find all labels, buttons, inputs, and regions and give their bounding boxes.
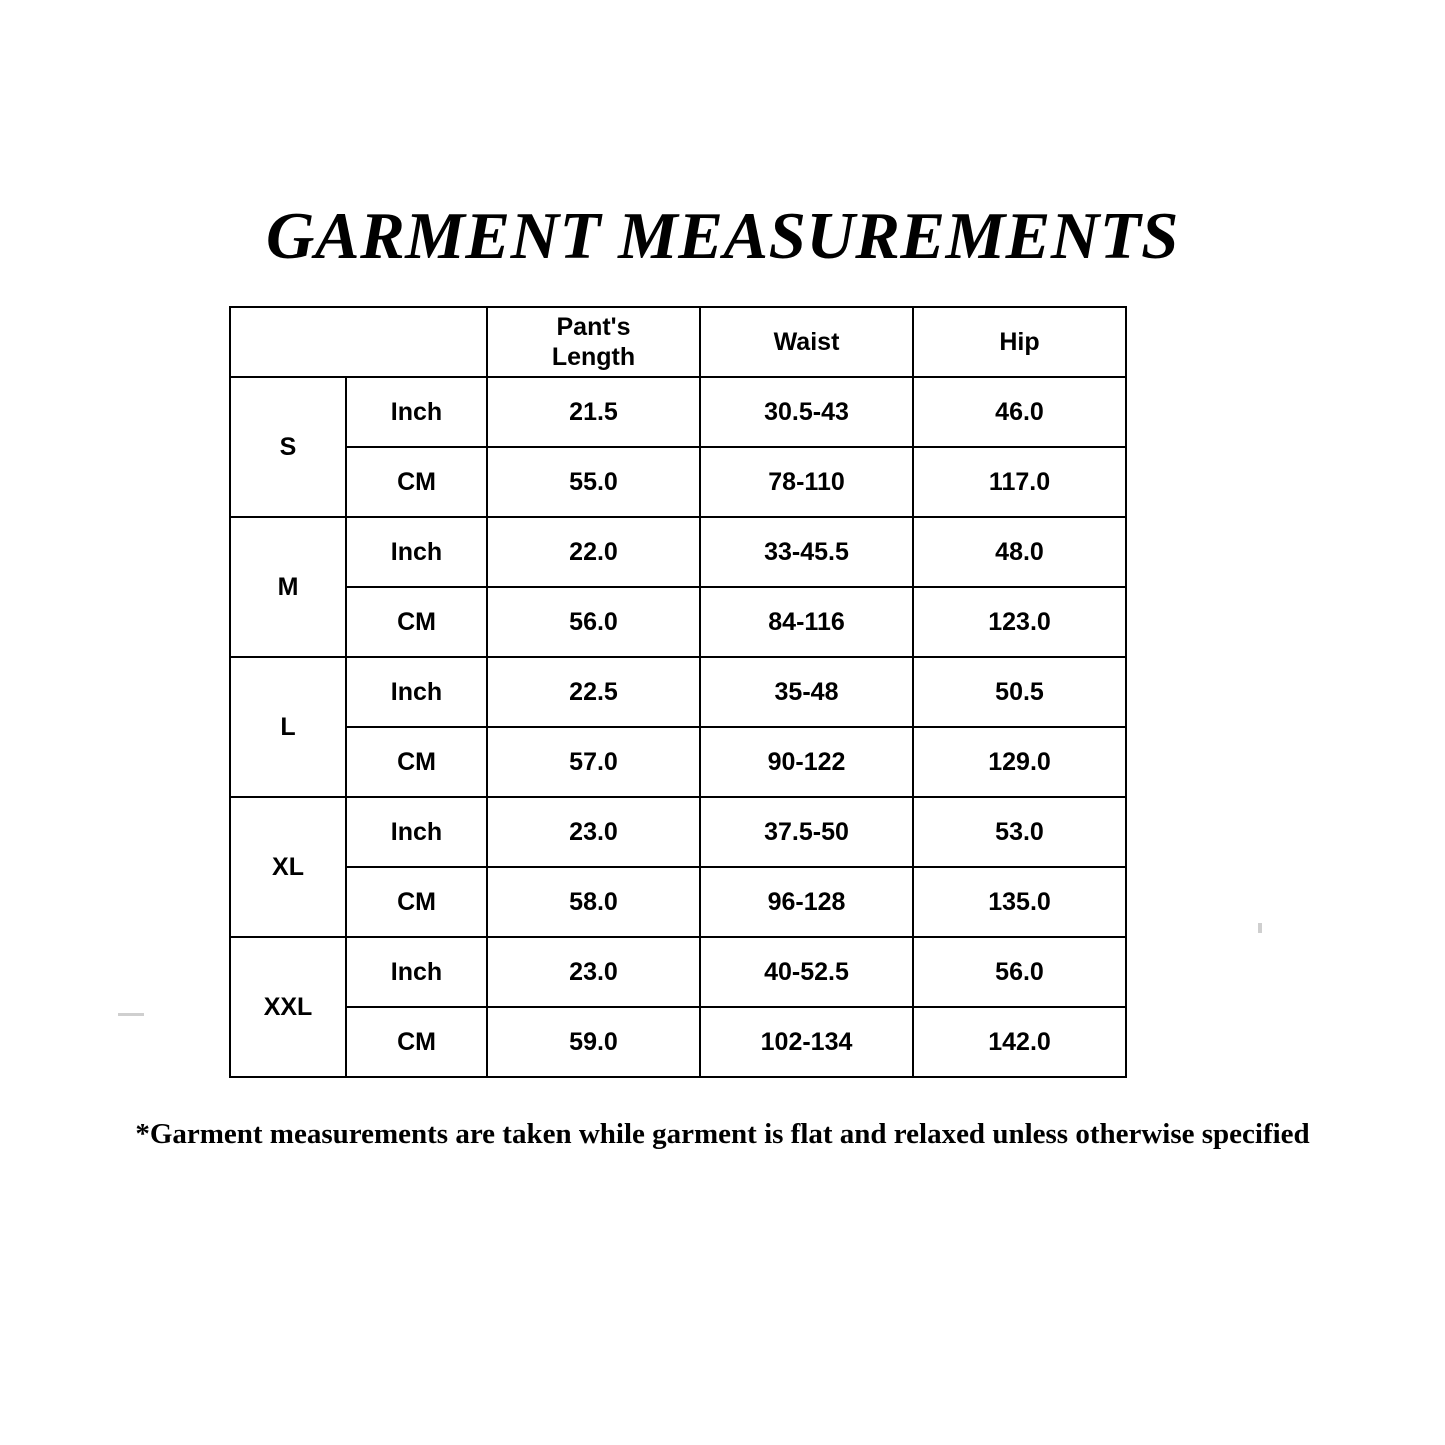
header-pants-length-line2: Length [551, 343, 636, 371]
table-row [230, 1007, 1126, 1077]
row-unit-cm: CM [346, 1007, 487, 1077]
cell-length: 55.0 [487, 447, 700, 517]
table-row [230, 517, 1126, 587]
scan-speck [1258, 923, 1262, 933]
cell-length: 21.5 [487, 377, 700, 447]
cell-waist: 37.5-50 [700, 797, 913, 867]
table-row [230, 587, 1126, 657]
row-unit-cm: CM [346, 727, 487, 797]
cell-length: 23.0 [487, 797, 700, 867]
table-row [230, 867, 1126, 937]
cell-hip: 129.0 [913, 727, 1126, 797]
unit-fraction-cm: CM [373, 345, 413, 374]
row-unit-cm: CM [346, 587, 487, 657]
measurements-table-container [229, 306, 1125, 1078]
unit-fraction [359, 310, 426, 374]
cell-waist: 90-122 [700, 727, 913, 797]
table-header-row [230, 307, 1126, 377]
unit-fraction-inch: Inch [359, 310, 426, 344]
table-row [230, 797, 1126, 867]
cell-waist: 30.5-43 [700, 377, 913, 447]
row-unit-inch: Inch [346, 377, 487, 447]
cell-length: 57.0 [487, 727, 700, 797]
unit-label: Unit: [290, 327, 348, 356]
cell-waist: 35-48 [700, 657, 913, 727]
cell-waist: 33-45.5 [700, 517, 913, 587]
cell-waist: 40-52.5 [700, 937, 913, 1007]
cell-hip: 53.0 [913, 797, 1126, 867]
size-label-s: S [230, 377, 346, 517]
header-waist: Waist [700, 307, 913, 377]
row-unit-cm: CM [346, 447, 487, 517]
table-row [230, 447, 1126, 517]
row-unit-inch: Inch [346, 797, 487, 867]
cell-length: 59.0 [487, 1007, 700, 1077]
header-pants-length-line1: Pant's [556, 312, 631, 341]
cell-hip: 135.0 [913, 867, 1126, 937]
cell-hip: 56.0 [913, 937, 1126, 1007]
measurements-table [229, 306, 1127, 1078]
row-unit-inch: Inch [346, 937, 487, 1007]
table-row [230, 657, 1126, 727]
cell-waist: 78-110 [700, 447, 913, 517]
table-row [230, 377, 1126, 447]
header-pants-length [487, 307, 700, 377]
table-row [230, 937, 1126, 1007]
table-row [230, 727, 1126, 797]
size-label-xxl: XXL [230, 937, 346, 1077]
cell-length: 56.0 [487, 587, 700, 657]
footnote-text: *Garment measurements are taken while garment is flat and relaxed unless otherwise specified [135, 1118, 1310, 1150]
cell-hip: 117.0 [913, 447, 1126, 517]
header-unit-cell [230, 307, 487, 377]
row-unit-cm: CM [346, 867, 487, 937]
size-label-xl: XL [230, 797, 346, 937]
cell-length: 22.5 [487, 657, 700, 727]
header-hip: Hip [913, 307, 1126, 377]
cell-waist: 96-128 [700, 867, 913, 937]
row-unit-inch: Inch [346, 517, 487, 587]
cell-length: 23.0 [487, 937, 700, 1007]
scan-speck [118, 1013, 144, 1016]
size-label-l: L [230, 657, 346, 797]
cell-length: 58.0 [487, 867, 700, 937]
cell-waist: 102-134 [700, 1007, 913, 1077]
cell-hip: 50.5 [913, 657, 1126, 727]
cell-hip: 46.0 [913, 377, 1126, 447]
cell-hip: 142.0 [913, 1007, 1126, 1077]
size-label-m: M [230, 517, 346, 657]
cell-hip: 48.0 [913, 517, 1126, 587]
row-unit-inch: Inch [346, 657, 487, 727]
cell-length: 22.0 [487, 517, 700, 587]
cell-hip: 123.0 [913, 587, 1126, 657]
cell-waist: 84-116 [700, 587, 913, 657]
page-title: GARMENT MEASUREMENTS [266, 199, 1179, 273]
